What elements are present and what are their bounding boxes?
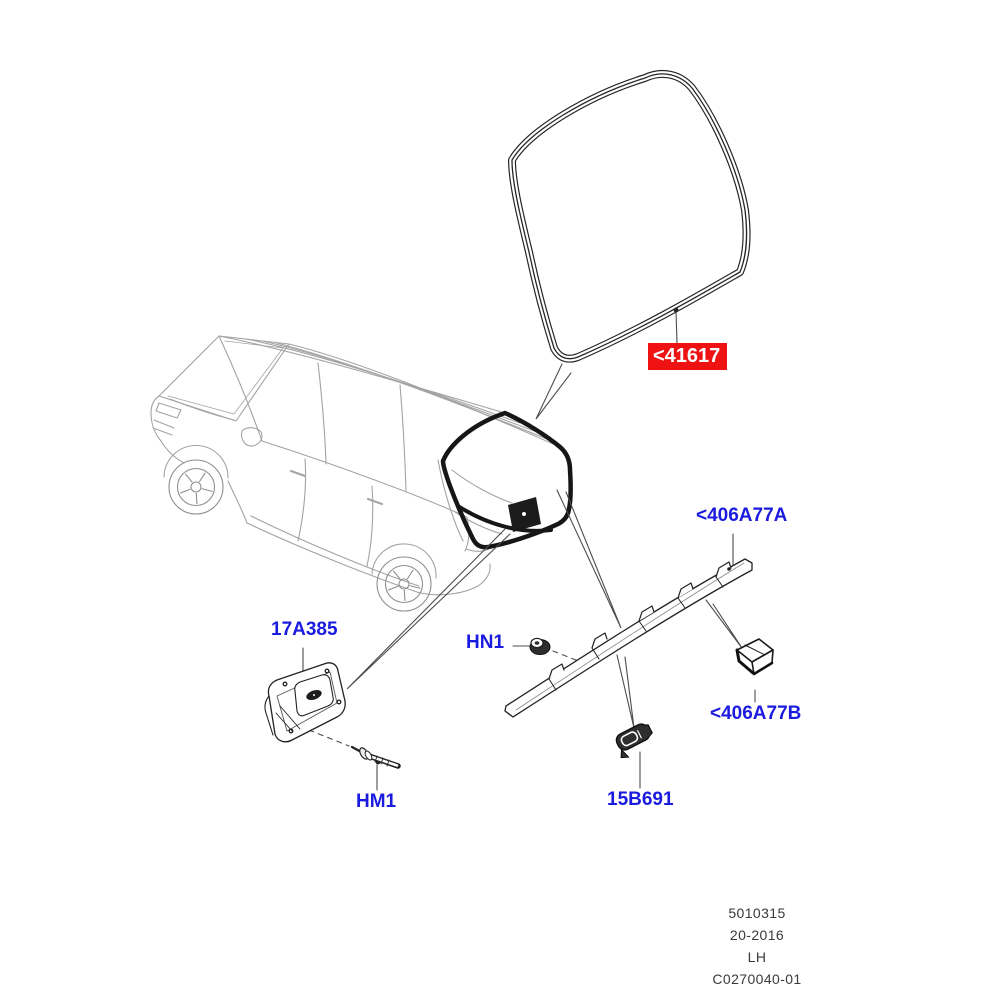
front-wheel (169, 460, 223, 514)
tailgate-finisher-drawing (505, 559, 752, 717)
callout-clip-406A77B[interactable]: <406A77B (710, 703, 802, 724)
release-switch-drawing (611, 721, 657, 761)
tailgate-aperture-seal-outline (443, 413, 571, 547)
callout-seal-41617[interactable]: <41617 (648, 343, 727, 370)
callout-finisher-406A77A[interactable]: <406A77A (696, 505, 788, 526)
weatherstrip-seal-drawing (512, 74, 747, 359)
callout-switch-15B691[interactable]: 15B691 (607, 789, 674, 810)
clip-drawing (737, 639, 773, 674)
license-plate-bracket-drawing (265, 663, 345, 742)
drawing-info-block (673, 902, 841, 990)
license-plate-recess (508, 497, 541, 532)
callout-nut-HN1[interactable]: HN1 (466, 632, 505, 653)
drawing-info-line: C0270040-01 (712, 971, 802, 987)
side-mirror (242, 428, 262, 446)
drawing-info-line: LH (747, 949, 767, 965)
drawing-info-line: 5010315 (728, 905, 786, 921)
callout-screw-HM1[interactable]: HM1 (356, 791, 397, 812)
callout-bracket-17A385[interactable]: 17A385 (271, 619, 338, 640)
drawing-info-line: 20-2016 (729, 927, 785, 943)
screw-drawing (352, 746, 398, 766)
nut-drawing (530, 638, 550, 654)
leader-lines (301, 308, 755, 790)
rear-wheel (377, 557, 431, 611)
